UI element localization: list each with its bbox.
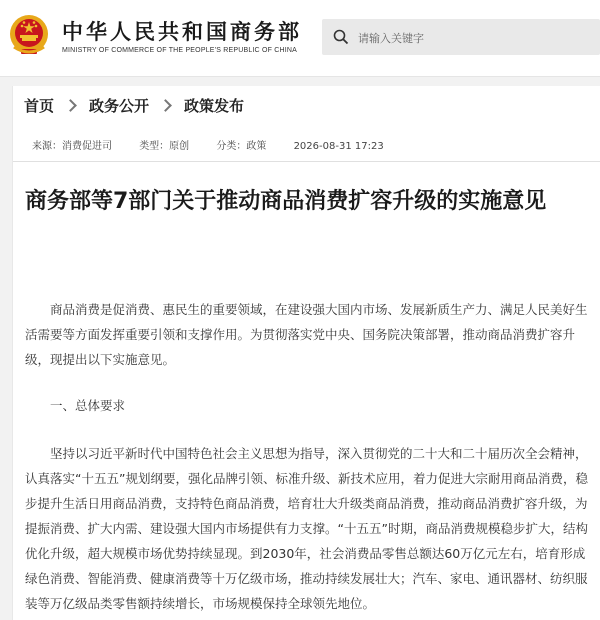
article-paragraph: 商品消费是促消费、惠民生的重要领域，在建设强大国内市场、发展新质生产力、满足人民美好生活需要等方面发挥重要引领和支撑作用。为贯彻落实党中央、国务院决策部署，推动商品消费扩容升级，现提出以下实施意见。 bbox=[25, 302, 588, 367]
breadcrumb bbox=[24, 95, 244, 116]
meta-datetime: 2026-08-31 17:23 bbox=[293, 141, 384, 152]
breadcrumb-policy-release[interactable]: 政策发布 bbox=[184, 97, 245, 115]
search-input[interactable] bbox=[356, 25, 590, 51]
site-title[interactable]: 中华人民共和国商务部 bbox=[62, 20, 302, 44]
meta-source: 来源：消费促进司 bbox=[32, 141, 112, 152]
breadcrumb-gov-affairs[interactable]: 政务公开 bbox=[89, 97, 150, 115]
chevron-right-icon bbox=[159, 99, 172, 112]
section-heading: 一、总体要求 bbox=[50, 398, 126, 413]
breadcrumb-home[interactable]: 首页 bbox=[24, 97, 55, 115]
search-box[interactable] bbox=[322, 19, 600, 55]
article-panel bbox=[12, 86, 600, 620]
divider bbox=[13, 161, 600, 162]
article-title: 商务部等7部门关于推动商品消费扩容升级的实施意见 bbox=[25, 189, 547, 214]
meta-type: 类型：原创 bbox=[139, 141, 190, 152]
search-icon[interactable] bbox=[332, 28, 350, 46]
site-header bbox=[0, 0, 600, 77]
article-paragraph: 坚持以习近平新时代中国特色社会主义思想为指导，深入贯彻党的二十大和二十届历次全会精神，认真落实“十五五”规划纲要，强化品牌引领、标准升级、新技术应用，着力促进大宗耐用商品消费，稳步提升生活日用商品消费，支持特色商品消费，培育壮大升级类商品消费，推动商品消费扩容升级，为提振消费、扩大内需、建设强大国内市场提供有力支撑。“十五五”时期，商品消费规模稳步扩大，结构优化升级，超大规模市场优势持续显现。到2030年，社会消费品零售总额达60万亿元左右，培育形成绿色消费、智能消费、健康消费等十万亿级市场，推动持续发展壮大；汽车、家电、通讯器材、纺织服装等万亿级品类零售额持续增长，市场规模保持全球领先地位。 bbox=[25, 446, 588, 611]
article-meta bbox=[32, 137, 408, 152]
national-emblem-icon[interactable] bbox=[8, 13, 50, 57]
chevron-right-icon bbox=[64, 99, 77, 112]
site-subtitle: MINISTRY OF COMMERCE OF THE PEOPLE'S REPUBLIC OF CHINA bbox=[62, 47, 298, 54]
meta-category: 分类：政策 bbox=[216, 141, 267, 152]
